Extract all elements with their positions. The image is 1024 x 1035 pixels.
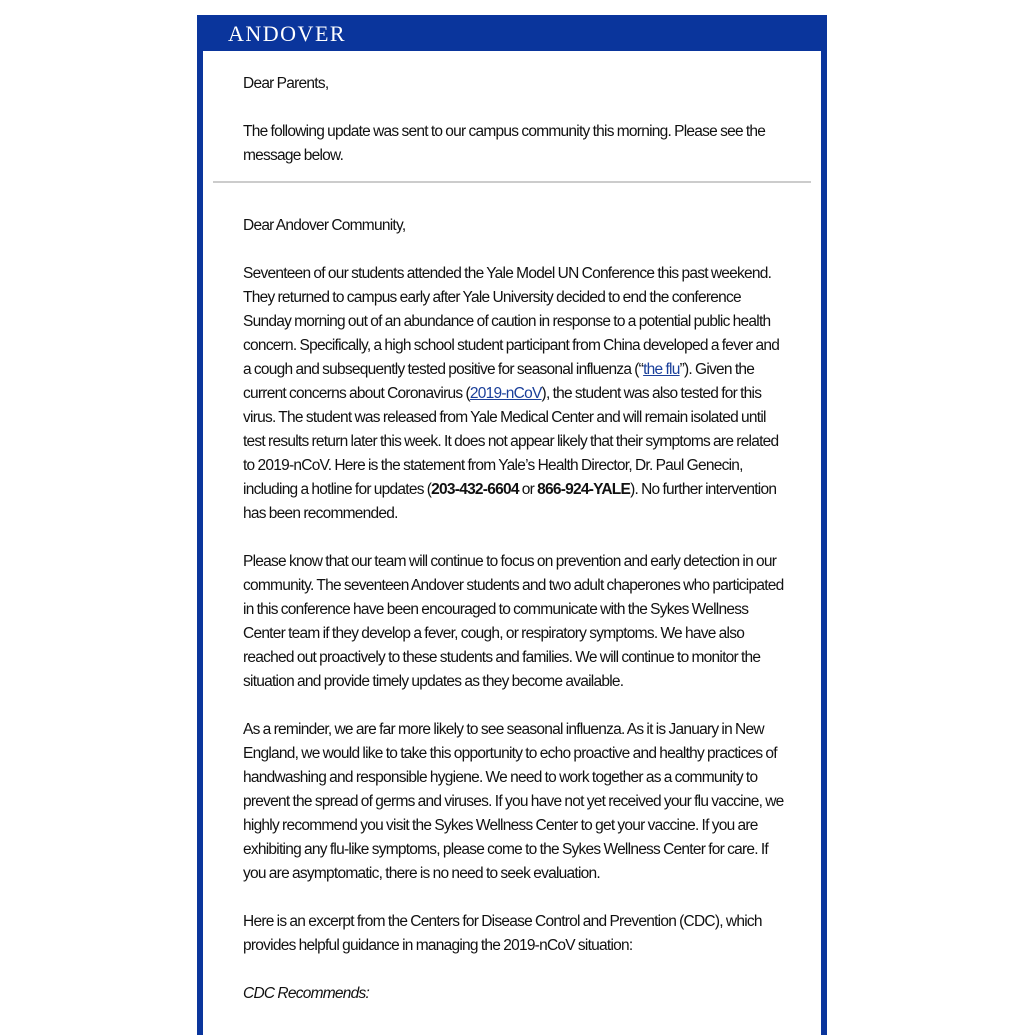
andover-logo: ANDOVER — [228, 21, 347, 46]
text-segment: ”). Given the current concerns about Coronavirus ( — [243, 361, 755, 402]
intro-greeting: Dear Parents, — [243, 75, 329, 92]
message-paragraph-2: Please know that our team will continue to focus on prevention and early detection in our community. The seventeen Andover students and two adult chaperones who participated in this conference have been encouraged to communicate with the Sykes Wellness Center team if they develop a fever, cough, or respiratory symptoms. We have also reached out proactively to these students and families. We will continue to monitor the situation and provide timely updates as they become available. — [243, 553, 784, 690]
intro-text: The following update was sent to our campus community this morning. Please see the message below. — [243, 123, 766, 164]
text-segment: ), the student was also tested for this virus. The student was released from Yale Medical Center and will remain isolated until test results return later this week. It does not appear likely that their symptoms are related to 2019-nCoV. Here is the statement from Yale’s Health Director, Dr. Paul Genecin, including a hotline for updates ( — [243, 385, 779, 498]
message-greeting: Dear Andover Community, — [243, 217, 406, 234]
message-paragraph-1 — [243, 262, 787, 526]
divider — [213, 181, 811, 183]
hotline-phone-2: 866-924-YALE — [537, 481, 631, 498]
header-banner — [197, 15, 827, 51]
email-body — [203, 51, 821, 1006]
text-segment: Seventeen of our students attended the Yale Model UN Conference this past weekend. They returned to campus early after Yale University decided to end the conference Sunday morning out of an abundance of caution in response to a potential public health concern. Specifically, a high school student participant from China developed a fever and a cough and subsequently tested positive for seasonal influenza (“ — [243, 265, 780, 378]
text-segment: ). No further intervention has been recommended. — [243, 481, 777, 522]
email-frame — [197, 15, 827, 1035]
text-segment: or — [518, 481, 538, 498]
hotline-phone-1: 203-432-6604 — [431, 481, 519, 498]
cdc-recommends-heading: CDC Recommends: — [243, 985, 370, 1002]
message-paragraph-3: As a reminder, we are far more likely to see seasonal influenza. As it is January in New England, we would like to take this opportunity to echo proactive and healthy practices of handwashing and responsible hygiene. We need to work together as a community to prevent the spread of germs and viruses. If you have not yet received your flu vaccine, we highly recommend you visit the Sykes Wellness Center to get your vaccine. If you are exhibiting any flu-like symptoms, please come to the Sykes Wellness Center for care. If you are asymptomatic, there is no need to seek evaluation. — [243, 721, 784, 882]
message-paragraph-4: Here is an excerpt from the Centers for Disease Control and Prevention (CDC), which provides helpful guidance in managing the 2019-nCoV situation: — [243, 913, 762, 954]
ncov-link[interactable]: 2019-nCoV — [469, 385, 542, 402]
flu-link[interactable]: the flu — [643, 361, 680, 378]
